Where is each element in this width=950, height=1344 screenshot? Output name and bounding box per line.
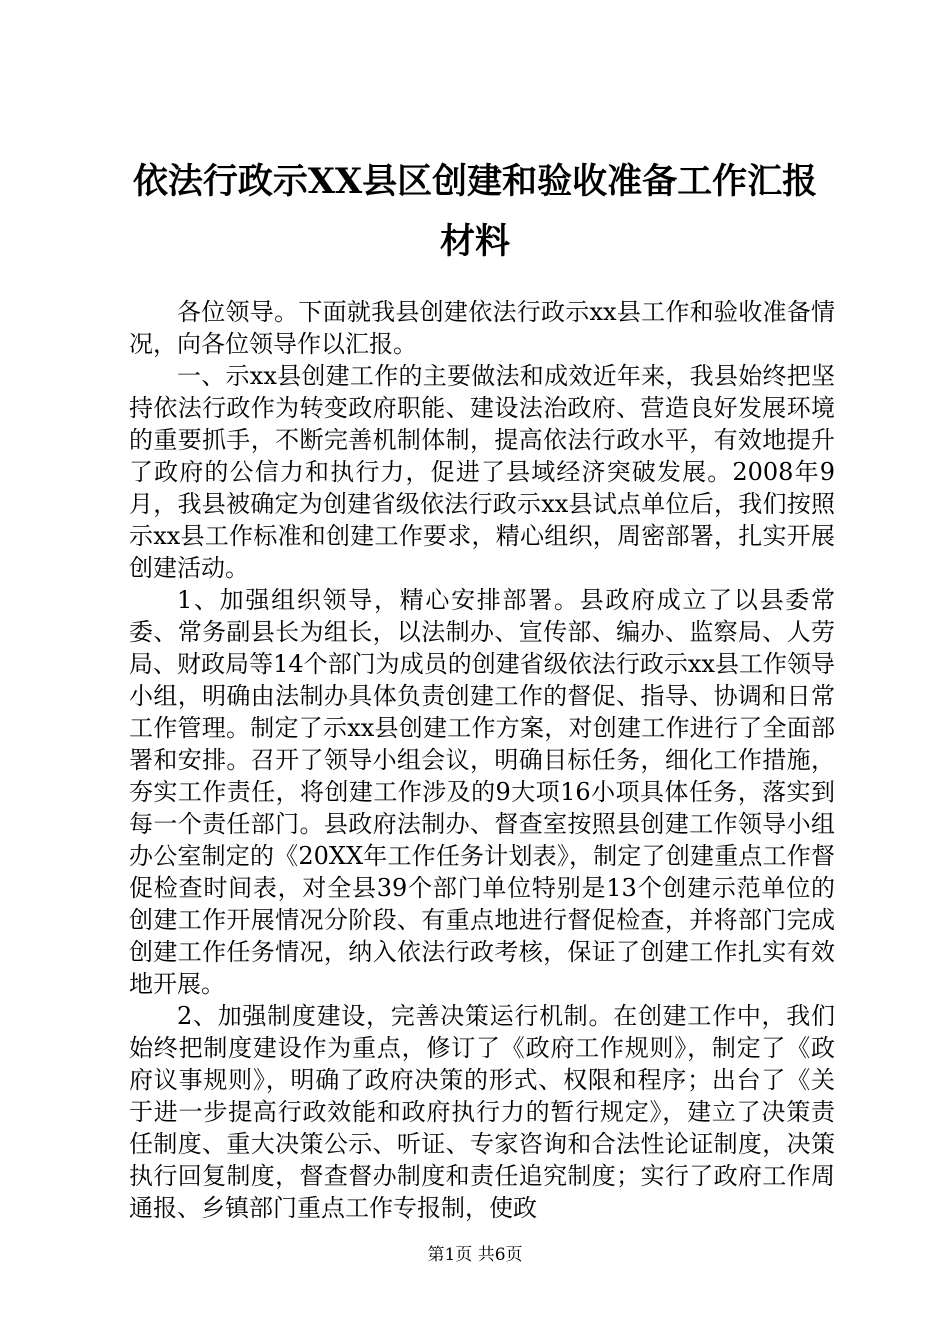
page-footer [0, 1244, 950, 1266]
page-number: 第1页 共6页 [427, 1245, 523, 1265]
document-title [110, 152, 840, 272]
document-body [129, 296, 835, 1224]
paragraph-item-one: 1、加强组织领导，精心安排部署。县政府成立了以县委常委、常务副县长为组长，以法制办、宣传部、编办、监察局、人劳局、财政局等14个部门为成员的创建省级依法行政示xx县工作领导小组，明确由法制办具体负责创建工作的督促、指导、协调和日常工作管理。制定了示xx县创建工作方案，对创建工作进行了全面部署和安排。召开了领导小组会议，明确目标任务，细化工作措施，夯实工作责任，将创建工作涉及的9大项16小项具体任务，落实到每一个责任部门。县政府法制办、督查室按照县创建工作领导小组办公室制定的《20XX年工作任务计划表》，制定了创建重点工作督促检查时间表，对全县39个部门单位特别是13个创建示范单位的创建工作开展情况分阶段、有重点地进行督促检查，并将部门完成创建工作任务情况，纳入依法行政考核，保证了创建工作扎实有效地开展。 [129, 586, 835, 998]
paragraph-greeting: 各位领导。下面就我县创建依法行政示xx县工作和验收准备情况，向各位领导作以汇报。 [129, 298, 835, 358]
paragraph-item-two: 2、加强制度建设，完善决策运行机制。在创建工作中，我们始终把制度建设作为重点，修订了《政府工作规则》，制定了《政府议事规则》，明确了政府决策的形式、权限和程序；出台了《关于进一步提高行政效能和政府执行力的暂行规定》，建立了决策责任制度、重大决策公示、听证、专家咨询和合法性论证制度，决策执行回复制度，督查督办制度和责任追究制度；实行了政府工作周通报、乡镇部门重点工作专报制，使政 [129, 1002, 835, 1222]
title-line-1: 依法行政示XX县区创建和验收准备工作汇报 [132, 161, 818, 202]
paragraph-section-one: 一、示xx县创建工作的主要做法和成效近年来，我县始终把坚持依法行政作为转变政府职能、建设法治政府、营造良好发展环境的重要抓手，不断完善机制体制，提高依法行政水平，有效地提升了政府的公信力和执行力，促进了县域经济突破发展。2008年9月，我县被确定为创建省级依法行政示xx县试点单位后，我们按照示xx县工作标准和创建工作要求，精心组织，周密部署，扎实开展创建活动。 [129, 362, 835, 582]
title-line-2: 材料 [439, 221, 510, 262]
